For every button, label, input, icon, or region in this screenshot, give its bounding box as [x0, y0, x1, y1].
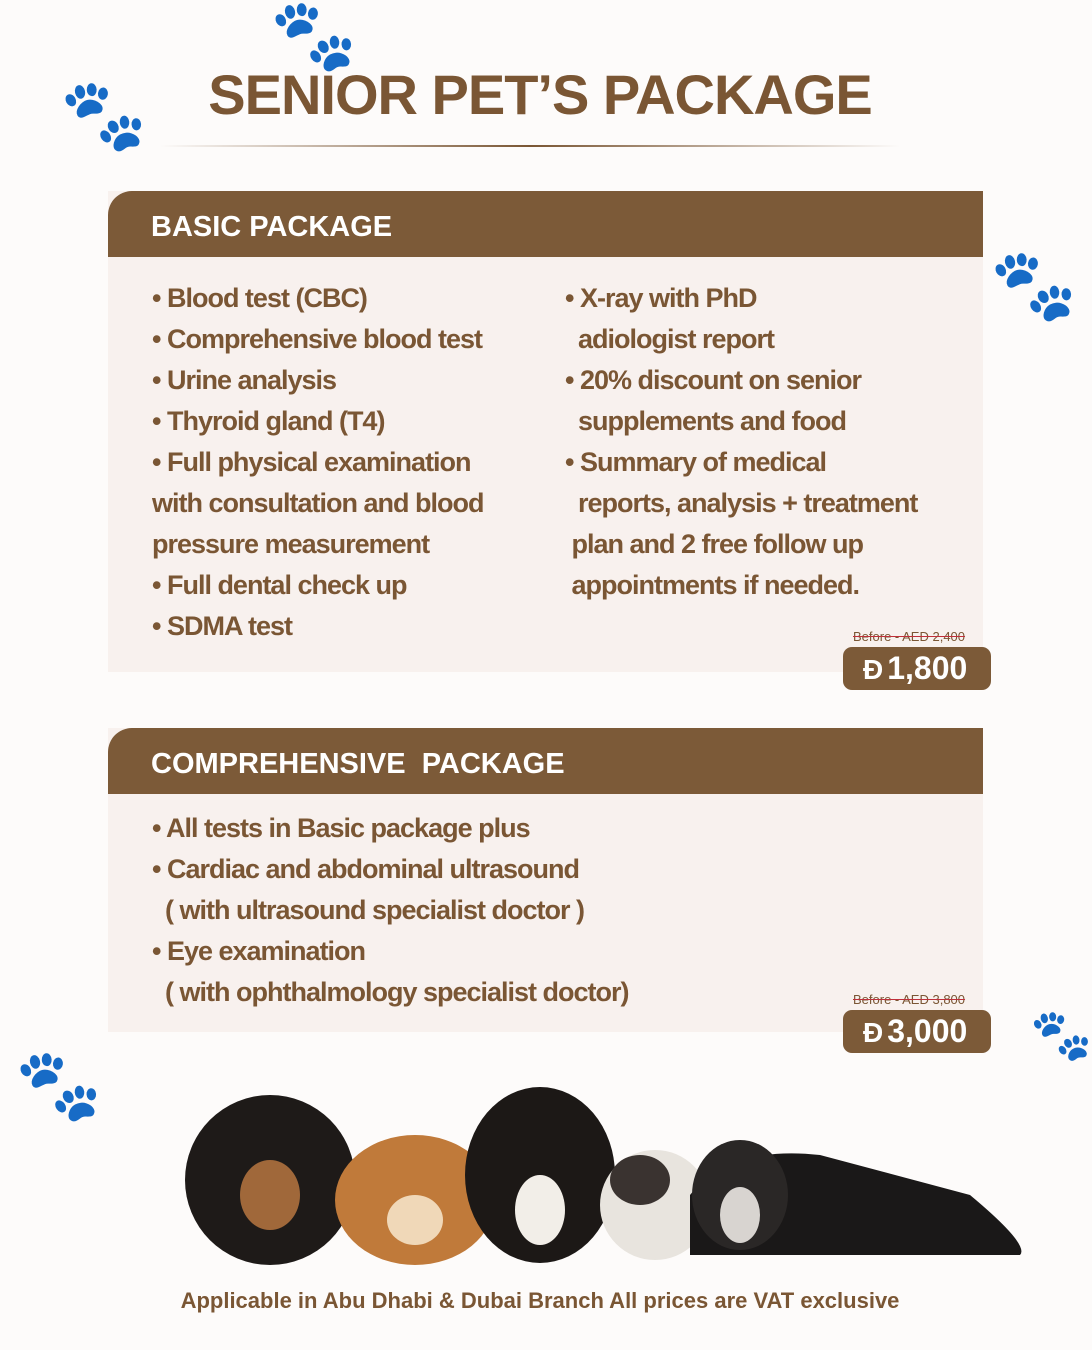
basic-left-list	[152, 278, 483, 647]
price-tag	[843, 1010, 991, 1053]
list-item: pressure measurement	[152, 529, 430, 559]
list-item: plan and 2 free follow up	[565, 529, 864, 559]
pets-photo	[170, 1085, 1030, 1265]
paw-icon: 🐾	[60, 76, 148, 154]
list-item: supplements and food	[565, 406, 847, 436]
basic-package-heading: BASIC PACKAGE	[108, 191, 983, 257]
original-price: Before - AED 2,400	[853, 629, 966, 644]
list-item: appointments if needed.	[565, 570, 860, 600]
list-item: • Thyroid gland (T4)	[152, 406, 385, 436]
basic-package-card	[108, 191, 983, 672]
original-price: Before - AED 3,800	[853, 992, 966, 1007]
comprehensive-list	[152, 808, 629, 1013]
paw-icon: 🐾	[15, 1046, 103, 1124]
list-item: • Blood test (CBC)	[152, 283, 367, 313]
list-item: • Full dental check up	[152, 570, 407, 600]
dirham-icon: Đ	[863, 654, 884, 685]
list-item: ( with ophthalmology specialist doctor)	[152, 977, 629, 1007]
list-item: ( with ultrasound specialist doctor )	[152, 895, 585, 925]
list-item: • Cardiac and abdominal ultrasound	[152, 854, 580, 884]
list-item: • All tests in Basic package plus	[152, 813, 530, 843]
page-title: SENIOR PET’S PACKAGE	[208, 63, 872, 126]
dirham-icon: Đ	[863, 1017, 884, 1048]
price-value: 3,000	[887, 1013, 968, 1049]
paw-icon: 🐾	[990, 246, 1078, 324]
list-item: • Summary of medical	[565, 447, 827, 477]
paw-icon: 🐾	[1030, 1007, 1092, 1063]
list-item: • Full physical examination	[152, 447, 471, 477]
divider	[160, 145, 900, 147]
list-item: reports, analysis + treatment	[565, 488, 918, 518]
comprehensive-package-card	[108, 728, 983, 1032]
list-item: • SDMA test	[152, 611, 292, 641]
list-item: with consultation and blood	[152, 488, 484, 518]
list-item: • Comprehensive blood test	[152, 324, 483, 354]
list-item: • Eye examination	[152, 936, 366, 966]
basic-right-list	[565, 278, 917, 606]
paw-icon: 🐾	[270, 0, 358, 74]
price-tag	[843, 647, 991, 690]
comprehensive-package-heading: COMPREHENSIVE PACKAGE	[108, 728, 983, 794]
price-value: 1,800	[887, 650, 968, 686]
list-item: • X-ray with PhD	[565, 283, 757, 313]
list-item: adiologist report	[565, 324, 775, 354]
list-item: • 20% discount on senior	[565, 365, 862, 395]
list-item: • Urine analysis	[152, 365, 337, 395]
footer-note: Applicable in Abu Dhabi & Dubai Branch All prices are VAT exclusive	[180, 1288, 900, 1313]
